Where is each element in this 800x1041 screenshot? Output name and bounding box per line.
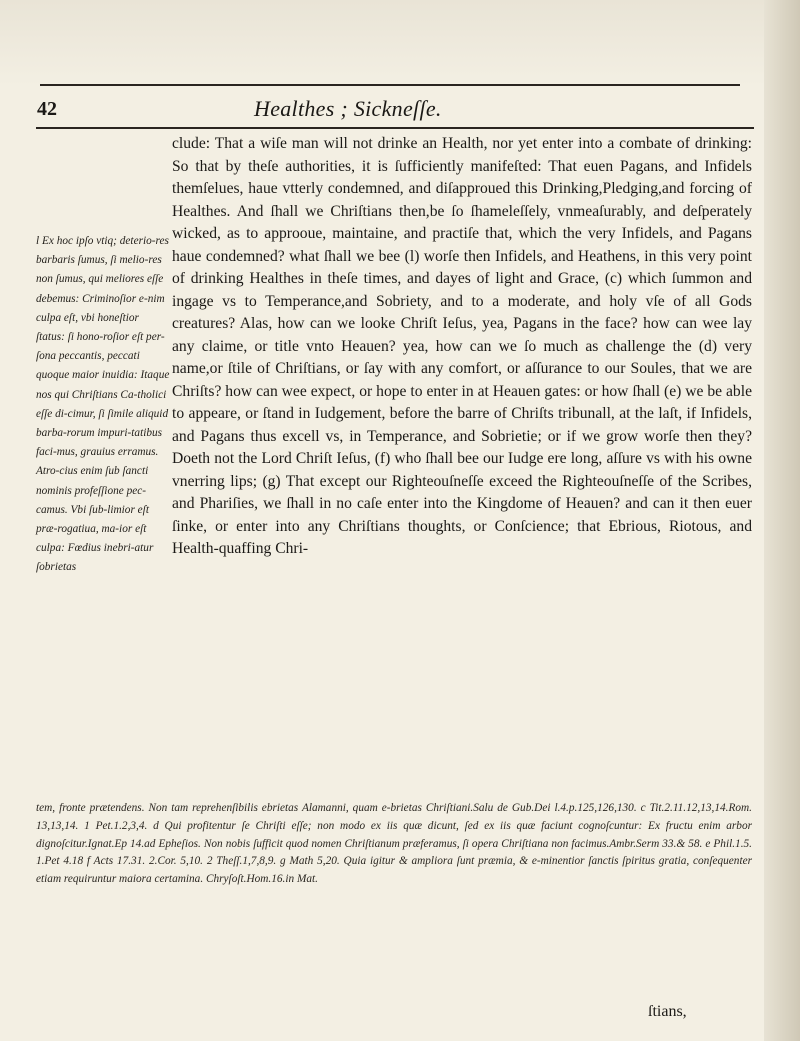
main-paragraph: clude: That a wiſe man will not drinke an Health, nor yet enter into a combate of drinking: So that by theſe authorities, it is ſufficiently manifeſted: That euen Pagans, and Infidels themſelues, haue vtterly condemned, and diſapproued this Drinking,Pledging,and forcing of Healthes. And ſhall we Chriſtians then,be ſo ſhameleſſely, vnmeaſurably, and deſperately wicked, as to approoue, maintaine, and practiſe that, which the very Infidels, and Pagans haue condemned? what ſhall we bee (l) worſe then Infidels, and Heathens, in this very point of drinking Healthes in theſe times, and dayes of light and Grace, (c) which ſummon and ingage vs to Temperance,and Sobriety, and to a moderate, and holy vſe of all Gods creatures? Alas, how can we looke Chriſt Ieſus, yea, Pagans in the face? how can wee lay any claime, or title vnto Heauen? yea, how can we ſo much as challenge the (d) very name,or ſtile of Chriſtians, or ſay with any comfort, or aſſurance to our Soules, that we are Chriſts? how can wee expect, or hope to enter in at Heauen gates: or how ſhall (e) we be able to appeare, or ſtand in Iudgement, before the barre of Chriſts tribunall, at the laſt, if Infidels, and Pagans thus excell vs, in Temperance, and Sobrietie; or if we grow worſe then they? Doeth not the Lord Chriſt Ieſus, (f) who ſhall bee our Iudge ere long, aſſure vs with his owne vnerring lips; (g) That except our Righteouſneſſe exceed the Righteouſneſſe of the Scribes, and Phariſies, we ſhall in no caſe enter into the Kingdome of Heauen? and can it then euer ſinke, or enter into any Chriſtians thoughts, or Conſcience; that Ebrious, Riotous, and Health-quaffing Chri- xyxy=(172,135,752,557)
header-rule xyxy=(36,127,754,129)
catchword: ſtians, xyxy=(648,1003,687,1020)
footnotes: tem, fronte prætendens. Non tam reprehenſibilis ebrietas Alamanni, quam e-brietas Chriſtiani.Salu de Gub.Dei l.4.p.125,126,130. c Tit.2.11.12,13,14.Rom. 13,13,14. 1 Pet.1.2,3,4. d Qui profitentur ſe Chriſti eſſe; non modo ex iis quæ dicunt, ſed ex iis quæ faciunt cognoſcuntur: Ex fructu enim arbor dignoſcitur.Ignat.Ep 14.ad Epheſios. Non nobis ſufficit quod nomen Chriſtianum præferamus, ſi opera Chriſtiana non facimus.Ambr.Serm 33.& 58. e Phil.1.5. 1.Pet 4.18 f Acts 17.31. 2.Cor. 5,10. 2 Theſſ.1,7,8,9. g Math 5,20. Quia igitur & ampliora ſunt præmia, & e-minentior ſanctis ſpiritus gratia, conſequenter etiam requiruntur maiora certamina. Chryſoſt.Hom.16.in Mat. xyxy=(36,802,752,886)
running-title: Healthes ; Sickneſſe. xyxy=(254,96,442,121)
page-top-smudge xyxy=(0,0,800,86)
margin-note: l Ex hoc ipſo vtiq; deterio-res barbaris ſumus, ſi melio-res non ſumus, qui meliores eſſe debemus: Criminoſior e-nim culpa eſt, vbi honeſtior ſtatus: ſi hono-roſior eſt per-ſona peccantis, peccati quoque maior inuidia: Itaque nos qui Chriſtians Ca-tholici eſſe di-cimur, ſi ſimile aliquid barba-rorum impuri-tatibus faci-mus, grauius erramus. Atro-cius enim ſub ſancti nominis profeſſione pec-camus. Vbi ſub-limior eſt præ-rogatiua, ma-ior eſt culpa: Fœdius inebri-atur ſobrietas xyxy=(36,235,170,574)
top-rule xyxy=(40,84,740,86)
page-number: 42 xyxy=(37,98,57,120)
main-text xyxy=(172,133,752,561)
next-page-edge xyxy=(764,0,800,1041)
